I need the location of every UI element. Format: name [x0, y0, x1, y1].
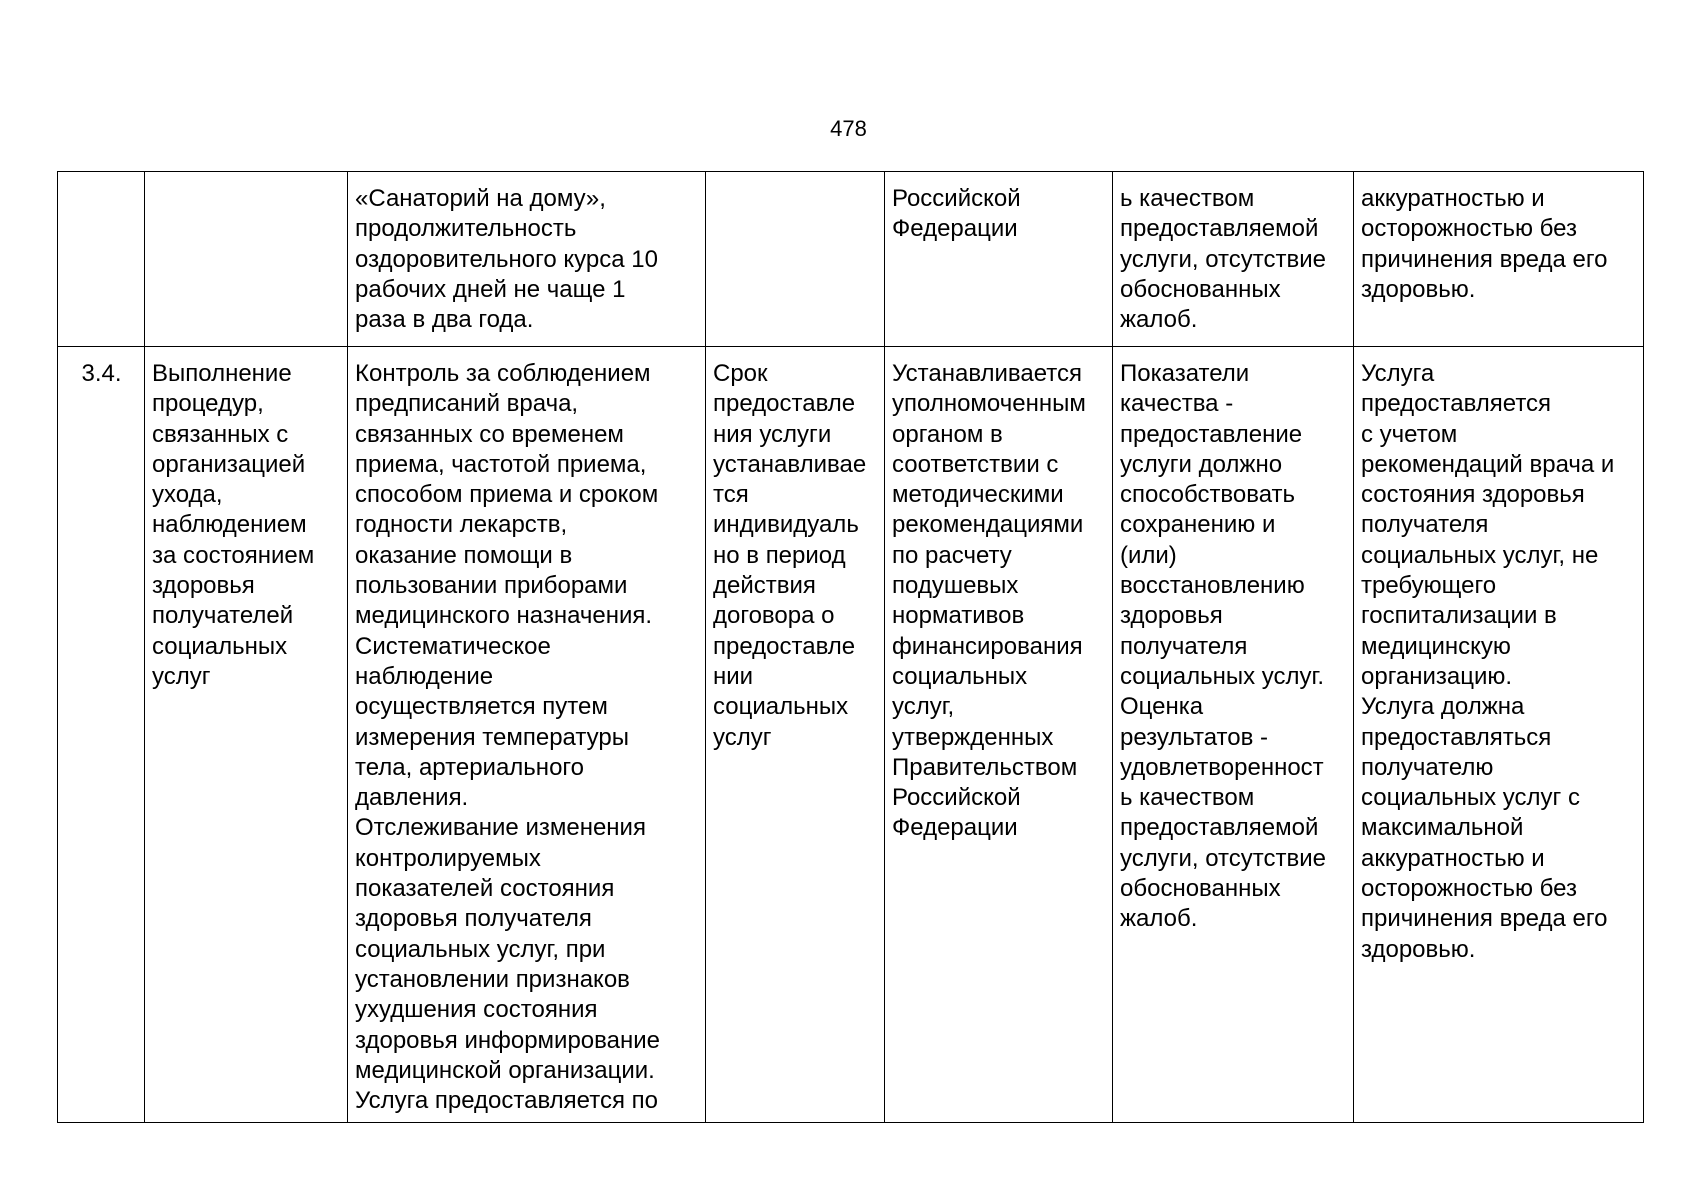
- cell-text-line: с учетом: [1361, 420, 1458, 448]
- cell-text-line: контролируемых: [355, 844, 541, 872]
- cell-text-line: организацию.: [1361, 662, 1513, 690]
- cell-text-line: Выполнение: [152, 360, 292, 387]
- cell-text-line: ухода,: [152, 481, 223, 509]
- cell-text-line: жалоб.: [1120, 905, 1198, 933]
- cell-text-line: обоснованных: [1120, 875, 1281, 903]
- cell-text-line: здоровью.: [1361, 275, 1476, 303]
- cell-text-line: раза в два года.: [355, 306, 534, 334]
- cell-text-line: тся: [713, 481, 749, 509]
- cell-text-line: обоснованных: [1120, 275, 1281, 303]
- cell-text-line: состояния здоровья: [1361, 481, 1585, 509]
- cell-text-line: осторожностью без: [1361, 875, 1577, 903]
- cell-text-line: жалоб.: [1120, 306, 1198, 334]
- cell-text-line: Услуга предоставляется по: [355, 1087, 658, 1115]
- cell-text-line: аккуратностью и: [1361, 185, 1545, 212]
- cell-text-line: Российской: [892, 784, 1021, 812]
- cell-text-line: предоставляемой: [1120, 814, 1319, 842]
- cell-text-line: социальных: [152, 632, 288, 660]
- service-description-cell: [348, 172, 706, 347]
- cell-text-line: предоставле: [713, 632, 856, 660]
- cell-text-line: качества -: [1120, 390, 1234, 418]
- cell-text-line: предоставляемой: [1120, 215, 1319, 243]
- cell-text-line: максимальной: [1361, 814, 1524, 842]
- service-quality-cell: [1113, 347, 1354, 1123]
- cell-text-line: рабочих дней не чаще 1: [355, 275, 626, 303]
- cell-text-line: связанных с: [152, 420, 289, 448]
- cell-text-line: способом приема и сроком: [355, 481, 659, 509]
- cell-text-line: осторожностью без: [1361, 215, 1577, 243]
- cell-text-line: здоровья получателя: [355, 905, 592, 933]
- cell-text-line: уполномоченным: [892, 390, 1086, 418]
- cell-text-line: социальных услуг.: [1120, 662, 1325, 690]
- cell-text-line: госпитализации в: [1361, 602, 1557, 630]
- table-row: [58, 172, 1644, 347]
- cell-text-line: предоставление: [1120, 420, 1303, 448]
- cell-text-line: сохранению и: [1120, 511, 1276, 539]
- cell-text-line: услуги, отсутствие: [1120, 245, 1326, 273]
- cell-text-line: финансирования: [892, 632, 1083, 660]
- cell-text-line: получателя: [1361, 511, 1489, 539]
- cell-text-line: ния услуги: [713, 420, 832, 448]
- service-conditions-cell: [1354, 172, 1644, 347]
- service-norm-cell: [885, 347, 1113, 1123]
- cell-text-line: Оценка: [1120, 693, 1204, 721]
- cell-text-line: предоставле: [713, 390, 856, 418]
- cell-text-line: медицинского назначения.: [355, 602, 653, 630]
- cell-text-line: социальных услуг, при: [355, 935, 606, 963]
- cell-text-line: требующего: [1361, 572, 1497, 600]
- cell-text-line: ь качеством: [1120, 784, 1255, 812]
- cell-text-line: здоровья: [1120, 602, 1223, 630]
- row-number-cell: 3.4.: [58, 347, 145, 1123]
- cell-text-line: тела, артериального: [355, 753, 584, 781]
- cell-text-line: органом в: [892, 420, 1003, 448]
- cell-text-line: социальных: [713, 693, 849, 721]
- cell-text-line: устанавливае: [713, 450, 867, 478]
- cell-text-line: нормативов: [892, 602, 1025, 630]
- service-norm-cell: [885, 172, 1113, 347]
- cell-text-line: годности лекарств,: [355, 511, 568, 539]
- cell-text-line: приема, частотой приема,: [355, 450, 647, 478]
- cell-text-line: Федерации: [892, 215, 1018, 243]
- cell-text-line: за состоянием: [152, 541, 315, 569]
- service-term-cell: [706, 347, 885, 1123]
- cell-text-line: Российской: [892, 185, 1021, 212]
- table-row: [58, 347, 1644, 1123]
- cell-text-line: Услуга: [1361, 360, 1435, 387]
- cell-text-line: «Санаторий на дому»,: [355, 185, 606, 212]
- cell-text-line: получателю: [1361, 753, 1494, 781]
- cell-text-line: причинения вреда его: [1361, 245, 1608, 273]
- cell-text-line: Систематическое: [355, 632, 551, 660]
- cell-text-line: измерения температуры: [355, 723, 629, 751]
- cell-text-line: предписаний врача,: [355, 390, 579, 418]
- cell-text-line: наблюдение: [355, 662, 494, 690]
- cell-text-line: утвержденных: [892, 723, 1054, 751]
- cell-text-line: договора о: [713, 602, 835, 630]
- cell-text-line: методическими: [892, 481, 1064, 509]
- cell-text-line: восстановлению: [1120, 572, 1305, 600]
- cell-text-line: наблюдением: [152, 511, 307, 539]
- cell-text-line: действия: [713, 572, 816, 600]
- service-quality-cell: [1113, 172, 1354, 347]
- cell-text-line: соответствии с: [892, 450, 1059, 478]
- cell-text-line: получателей: [152, 602, 294, 630]
- cell-text-line: медицинской организации.: [355, 1056, 655, 1084]
- cell-text-line: причинения вреда его: [1361, 905, 1608, 933]
- cell-text-line: предоставляться: [1361, 723, 1552, 751]
- cell-text-line: услуг,: [892, 693, 955, 721]
- cell-text-line: оздоровительного курса 10: [355, 245, 658, 273]
- cell-text-line: социальных услуг, не: [1361, 541, 1599, 569]
- cell-text-line: установлении признаков: [355, 965, 630, 993]
- service-description-cell: [348, 347, 706, 1123]
- cell-text-line: индивидуаль: [713, 511, 859, 539]
- cell-text-line: социальных: [892, 662, 1028, 690]
- cell-text-line: нии: [713, 662, 754, 690]
- cell-text-line: процедур,: [152, 390, 264, 418]
- cell-text-line: (или): [1120, 541, 1177, 569]
- cell-text-line: Контроль за соблюдением: [355, 360, 651, 387]
- cell-text-line: ь качеством: [1120, 185, 1255, 212]
- cell-text-line: здоровья информирование: [355, 1026, 660, 1054]
- cell-text-line: получателя: [1120, 632, 1248, 660]
- service-name-cell: [145, 347, 348, 1123]
- cell-text-line: аккуратностью и: [1361, 844, 1545, 872]
- cell-text-line: здоровью.: [1361, 935, 1476, 963]
- cell-text-line: социальных услуг с: [1361, 784, 1580, 812]
- cell-text-line: связанных со временем: [355, 420, 624, 448]
- cell-text-line: осуществляется путем: [355, 693, 608, 721]
- cell-text-line: оказание помощи в: [355, 541, 573, 569]
- cell-text-line: Федерации: [892, 814, 1018, 842]
- cell-text-line: давления.: [355, 784, 469, 812]
- cell-text-line: по расчету: [892, 541, 1012, 569]
- cell-text-line: услуги, отсутствие: [1120, 844, 1326, 872]
- cell-text-line: ухудшения состояния: [355, 996, 598, 1024]
- row-number-cell: [58, 172, 145, 347]
- cell-text-line: Правительством: [892, 753, 1078, 781]
- page-number: 478: [830, 116, 867, 141]
- cell-text-line: здоровья: [152, 572, 255, 600]
- cell-text-line: рекомендациями: [892, 511, 1084, 539]
- cell-text-line: Отслеживание изменения: [355, 814, 646, 842]
- cell-text-line: пользовании приборами: [355, 572, 628, 600]
- service-conditions-cell: [1354, 347, 1644, 1123]
- cell-text-line: Показатели: [1120, 360, 1250, 387]
- service-term-cell: [706, 172, 885, 347]
- cell-text-line: предоставляется: [1361, 390, 1552, 418]
- cell-text-line: способствовать: [1120, 481, 1296, 509]
- service-name-cell: [145, 172, 348, 347]
- cell-text-line: удовлетворенност: [1120, 753, 1324, 781]
- cell-text-line: медицинскую: [1361, 632, 1511, 660]
- cell-text-line: результатов -: [1120, 723, 1269, 751]
- cell-text-line: Срок: [713, 360, 768, 387]
- cell-text-line: услуг: [152, 662, 211, 690]
- cell-text-line: рекомендаций врача и: [1361, 450, 1615, 478]
- cell-text-line: услуги должно: [1120, 450, 1283, 478]
- cell-text-line: Устанавливается: [892, 360, 1083, 387]
- cell-text-line: подушевых: [892, 572, 1019, 600]
- cell-text-line: показателей состояния: [355, 875, 615, 903]
- cell-text-line: организацией: [152, 450, 306, 478]
- services-table: [57, 171, 1644, 1123]
- cell-text-line: но в период: [713, 541, 846, 569]
- cell-text-line: продолжительность: [355, 215, 577, 243]
- cell-text-line: Услуга должна: [1361, 693, 1525, 721]
- cell-text-line: услуг: [713, 723, 772, 751]
